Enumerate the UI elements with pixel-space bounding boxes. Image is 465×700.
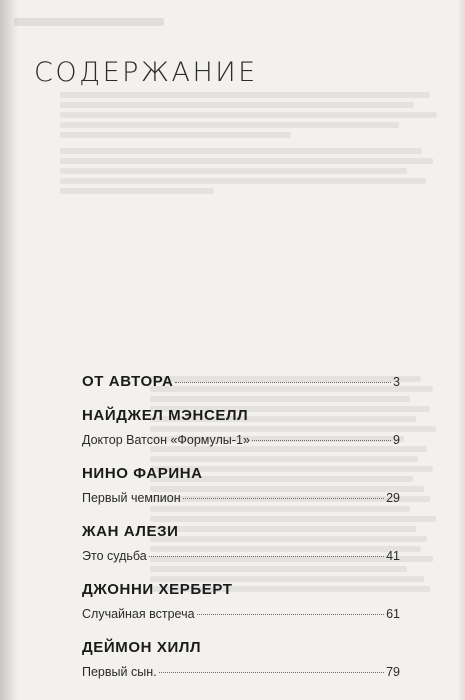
toc-entry-title: Доктор Ватсон «Формулы-1» <box>82 433 250 447</box>
toc-entry-title: Первый чемпион <box>82 491 181 505</box>
toc-page-number: 41 <box>386 549 400 563</box>
toc-page-number: 3 <box>393 375 400 389</box>
toc-page-number: 61 <box>386 607 400 621</box>
toc-page-number: 29 <box>386 491 400 505</box>
section-heading: ДЖОННИ ХЕРБЕРТ <box>82 581 233 598</box>
dot-leader <box>197 614 385 615</box>
dot-leader <box>149 556 384 557</box>
dot-leader <box>183 498 384 499</box>
dot-leader <box>175 382 391 383</box>
toc-entry-title: Первый сын. <box>82 665 157 679</box>
page-title: СОДЕРЖАНИЕ <box>34 57 258 88</box>
dot-leader <box>252 440 391 441</box>
toc-entry-title: Случайная встреча <box>82 607 195 621</box>
section-heading: ЖАН АЛЕЗИ <box>82 523 179 540</box>
show-through-text-top <box>60 88 445 198</box>
toc-entry[interactable] <box>82 549 400 569</box>
toc-entry-title: ОТ АВТОРА <box>82 373 174 390</box>
toc-entry-author-foreword[interactable] <box>82 373 400 395</box>
section-heading: НАЙДЖЕЛ МЭНСЕЛЛ <box>82 407 249 424</box>
table-of-contents <box>82 373 400 685</box>
toc-entry[interactable] <box>82 607 400 627</box>
toc-page-number: 79 <box>386 665 400 679</box>
toc-page-number: 9 <box>393 433 400 447</box>
section-heading: НИНО ФАРИНА <box>82 465 203 482</box>
dot-leader <box>159 672 385 673</box>
page-edge-shadow <box>457 0 465 700</box>
section-heading: ДЕЙМОН ХИЛЛ <box>82 639 202 656</box>
page-gutter-shadow <box>0 0 18 700</box>
running-header-show-through <box>14 18 164 26</box>
toc-entry-title: Это судьба <box>82 549 147 563</box>
toc-entry[interactable] <box>82 433 400 453</box>
toc-entry[interactable] <box>82 491 400 511</box>
toc-entry[interactable] <box>82 665 400 685</box>
